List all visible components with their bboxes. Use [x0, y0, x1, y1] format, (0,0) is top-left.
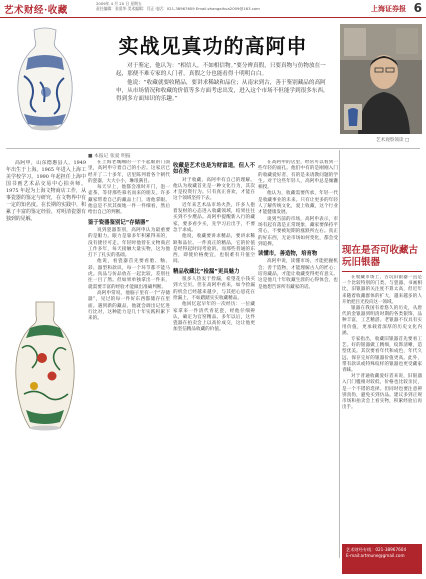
portrait-photo-graphic	[340, 24, 422, 134]
editor-info: 责任编辑：张爱华 美术编辑：闫正 电话：021-38967609 Email:zhangaihua2009@163.com	[96, 5, 260, 11]
body-paragraph: 高阿申说，读懂市场，才能把握机会；善于造物，才能理解古人的匠心；培育藏品，才能让收藏变得更有意义。这是他几十年收藏生涯的心得体会，也是他想告诉所有藏家的话。	[258, 259, 338, 290]
body-paragraph: 很多人热衷于捡漏，希望花小钱买到大宝贝。但在高阿申看来，如今捡漏的机会已经越来越少，与其把心思花在捡漏上，不如踏踏实实收藏精品。	[173, 277, 255, 301]
body-paragraph: 他回忆起早年的一次经历：一位藏家拿来一件清代青花瓷，经他仔细辨认，确定为官窑精品。多年以后，这件瓷器在拍卖会上以高价成交，这让他更加坚信精品收藏的价值。	[173, 302, 255, 333]
sidebar-column	[342, 142, 422, 547]
sidebar-headline: 现在是否可收藏古玩旧银器	[342, 245, 419, 268]
body-paragraph: 他说，看瓷器首先要看胎、釉、彩、器型和款识，每一个环节都不能马虎。真品与仿品放在一起比较，差别往往一目了然。但如果单独拿出一件来，就需要丰富的经验才能做出准确判断。	[88, 259, 170, 290]
header-meta	[96, 2, 260, 12]
sidebar-paragraph: 专家指出，收藏旧银器首先要看工艺。好的银器做工精细，纹饰清晰，造型优美。其次要看年代和成色，年代久远、保存完好的银器价值更高。此外，带有款识或特殊纹样的银器也更受藏家青睐。	[342, 337, 422, 374]
body-paragraph: 他认为，收藏需要传承，年轻一代是收藏事业的未来。只有让更多的年轻人了解传统文化，爱上收藏，这个行业才能健康发展。	[258, 191, 338, 216]
article-column	[88, 160, 170, 558]
body-paragraph: 在高阿申的店里，经常可以看到一些年轻的面孔。他们中有的是刚刚入门的收藏爱好者，有的是来请教问题的学生。对于这些年轻人，高阿申总是倾囊相授。	[258, 160, 338, 191]
sidebar-paragraph: 在收藏市场上，古玩旧银器一直是一个比较特别的门类。与瓷器、书画相比，旧银器的关注度不算太高，但近年来随着收藏群体的扩大，越来越多的人开始把目光投向这一领域。	[342, 275, 422, 305]
sidebar-text	[342, 275, 422, 547]
sidebar-paragraph: 银器在我国有着悠久的历史，从唐代的金银器到明清时期的各类银饰，品种丰富，工艺精湛。老银器不仅具有实用价值，更承载着深厚的历史文化内涵。	[342, 306, 422, 336]
lead-paragraph: 他说：“收藏就要收精品，要讲求稀缺和品位；从南宋到古，善于鉴别藏品的高阿申，从市场情况和收藏的价值等多方面考虑出发，进入这个市场不但能学到很多东西，得到多方面知识的乐趣。”	[116, 80, 329, 102]
article-end-mark: 艺术观察领读 □	[376, 138, 410, 143]
section-subheading: 读懂市，善造物，培育物	[258, 251, 318, 258]
section-title: 艺术财经·收藏	[4, 5, 68, 16]
section-subheading: 鉴于瓷器鉴别记“存储器”	[88, 219, 149, 226]
page-header	[0, 0, 426, 18]
blue-white-vase-illustration	[6, 24, 84, 136]
article-column	[173, 160, 255, 558]
page-number: 6	[413, 1, 422, 15]
article-title: 实战见真功的高阿申	[118, 34, 308, 58]
article-column	[258, 160, 338, 558]
contact-footer	[342, 544, 422, 574]
portrait-photo	[340, 24, 422, 134]
contact-phone: 艺术财经专线：021-38967604	[346, 547, 407, 552]
contact-email: E-mail:artmune@gmail.com	[346, 553, 405, 558]
body-paragraph: 每天早上，他都会准时开门，泡一壶茶，等待那些慕名而来的朋友。许多藏家带着自己的藏品上门，请他掌眼。他总是不厌其烦地一件一件细看，然后给出自己的判断。	[88, 185, 170, 216]
section-subheading: 精品收藏比“捡漏”更具魅力	[173, 268, 240, 275]
famille-verte-vase-illustration	[6, 298, 84, 438]
body-paragraph: 对于收藏，高阿申有自己的理解。他认为收藏首先是一种文化行为，其次才是投资行为。只有真正喜欢，才能在这个领域坚持下去。	[173, 177, 255, 202]
body-paragraph: 高阿申常说，他脑子里有一个“存储器”，见过的每一件好东西都储存在里面。遇到新的藏品，他就会调出记忆进行比对，这种能力是几十年实践积累下来的。	[88, 290, 170, 322]
publication-name: 上海证券报	[371, 4, 406, 13]
author-bio: 高阿申，山东德惠县人，1949 年出生于上海。1965 年进入上海工美学校学习。1990 年起担任上海中国书画艺术品交易中心拍卖师。1975 年起为上海文物商店工作，从事瓷器的鉴定与研究，在文物界中有一定的知名度。在长期的实践中，积累了丰富的鉴定经验，对明清瓷器有独到的见解。	[6, 160, 86, 222]
bio-column	[6, 160, 86, 292]
issue-date: 2009年 4 月 20 日 星期五	[96, 1, 142, 6]
body-paragraph: 他说，收藏要讲求精品，要讲求稀缺和品位。一件真正的精品，它的价值是经得起时间考验的。而那些普通的东西，即使价格便宜，也很难有升值空间。	[173, 234, 255, 265]
lead-paragraph: 对于鉴定，他认为：“相信人，不如相信物。”要分辨真假，只要真物与仿物放在一起，那便不难专家的人门者，真假之分也能看得十明明白白。	[116, 63, 326, 77]
sidebar-divider	[342, 271, 422, 272]
column-divider	[339, 150, 340, 558]
body-paragraph: 说到瓷器鉴别，高阿申认为最重要的是眼力。眼力是靠多年积累得来的，没有捷径可走。年轻时他曾在文物商店工作多年，每天接触大量实物，这为他打下了扎实的基础。	[88, 227, 170, 259]
body-paragraph: 谈到当前的市场，高阿申表示，市场有起有落是正常现象，藏家要保持平常心，不要被短期的涨跌所左右。真正的好东西，无论市场如何变化，都会受到追捧。	[258, 216, 338, 247]
article-lead	[116, 62, 334, 104]
section-subheading: 收藏是艺术也是为财富道，但人不如在物	[173, 163, 255, 176]
body-paragraph: 近年来艺术品市场火热，许多人抱着发财的心态进入收藏领域，结果往往买到不少赝品。高阿申提醒新入行的藏家，要多看少买，先学习后出手，不要急于求成。	[173, 202, 255, 233]
sidebar-paragraph: 对于普通收藏爱好者来说，旧银器入门门槛相对较低，价格也比较亲民，是一个不错的选择。但同时也要注意辨别真伪，避免买到仿品。建议多到正规市场和拍卖会上看实物，积累经验后再出手。	[342, 374, 422, 411]
byline: ■ 本报记 张爱 明报	[88, 154, 131, 159]
body-paragraph: 在上海老城厢的一个不起眼的门面里，高阿申守着自己的小店。这家店已经开了二十多年，店里陈列着各个朝代的瓷器，大大小小，琳琅满目。	[88, 160, 170, 184]
